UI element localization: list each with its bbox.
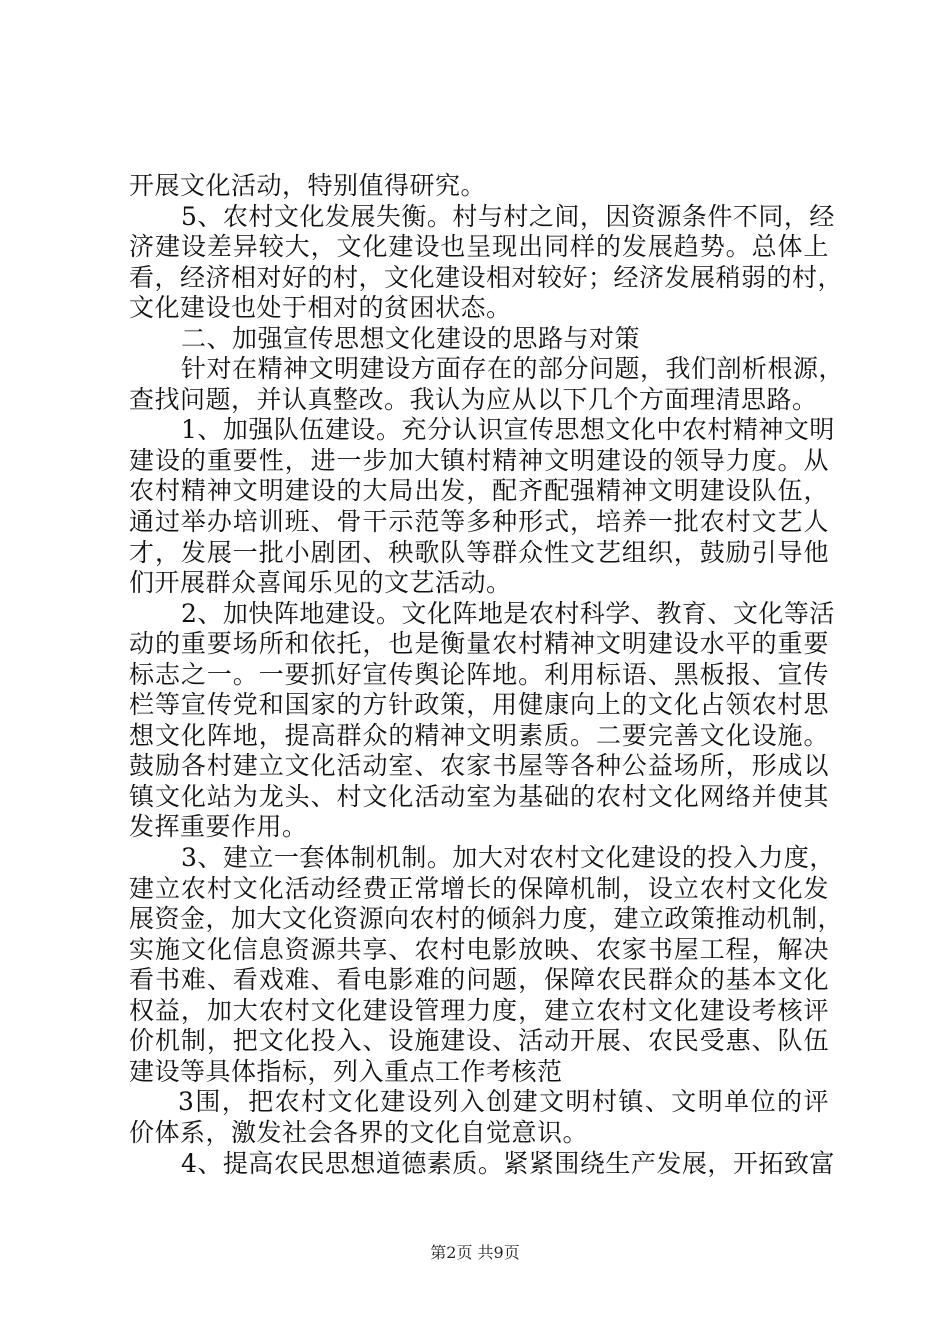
page-number-footer: 第2页 共9页 xyxy=(430,1243,520,1262)
text-line: 才，发展一批小剧团、秧歌队等群众性文艺组织，鼓励引导他 xyxy=(129,537,829,567)
text-line: 鼓励各村建立文化活动室、农家书屋等各种公益场所，形成以 xyxy=(129,751,829,781)
text-line: 农村精神文明建设的大局出发，配齐配强精神文明建设队伍， xyxy=(129,476,829,506)
text-line: 展资金，加大文化资源向农村的倾斜力度，建立政策推动机制， xyxy=(129,904,844,934)
text-line: 3、建立一套体制机制。加大对农村文化建设的投入力度， xyxy=(181,843,835,873)
text-line: 想文化阵地，提高群众的精神文明素质。二要完善文化设施。 xyxy=(129,720,829,750)
text-line: 3围，把农村文化建设列入创建文明村镇、文明单位的评 xyxy=(178,1087,829,1117)
text-line: 看，经济相对好的村，文化建设相对较好；经济发展稍弱的村， xyxy=(129,262,844,292)
text-line: 镇文化站为龙头、村文化活动室为基础的农村文化网络并使其 xyxy=(129,781,829,811)
text-line: 建设的重要性，进一步加大镇村精神文明建设的领导力度。从 xyxy=(129,445,829,475)
text-line: 通过举办培训班、骨干示范等多种形式，培养一批农村文艺人 xyxy=(129,507,829,537)
text-line: 价机制，把文化投入、设施建设、活动开展、农民受惠、队伍 xyxy=(129,1026,829,1056)
text-line: 4、提高农民思想道德素质。紧紧围绕生产发展，开拓致富 xyxy=(181,1148,835,1178)
text-line: 动的重要场所和依托，也是衡量农村精神文明建设水平的重要 xyxy=(129,629,829,659)
text-line: 实施文化信息资源共享、农村电影放映、农家书屋工程，解决 xyxy=(129,934,829,964)
text-line: 发挥重要作用。 xyxy=(129,812,308,842)
text-line: 针对在精神文明建设方面存在的部分问题，我们剖析根源， xyxy=(181,354,845,384)
text-line: 栏等宣传党和国家的方针政策，用健康向上的文化占领农村思 xyxy=(129,690,829,720)
section-heading: 二、加强宣传思想文化建设的思路与对策 xyxy=(181,323,641,353)
text-line: 们开展群众喜闻乐见的文艺活动。 xyxy=(129,568,512,598)
text-line: 标志之一。一要抓好宣传舆论阵地。利用标语、黑板报、宣传 xyxy=(129,659,829,689)
text-line: 建设等具体指标，列入重点工作考核范 xyxy=(129,1056,563,1086)
body-text xyxy=(129,171,845,1179)
text-line: 建立农村文化活动经费正常增长的保障机制，设立农村文化发 xyxy=(129,873,829,903)
text-line: 5、农村文化发展失衡。村与村之间，因资源条件不同，经 xyxy=(181,201,835,231)
text-line: 价体系，激发社会各界的文化自觉意识。 xyxy=(129,1117,589,1147)
text-line: 看书难、看戏难、看电影难的问题，保障农民群众的基本文化 xyxy=(129,965,829,995)
text-line: 权益，加大农村文化建设管理力度，建立农村文化建设考核评 xyxy=(129,995,829,1025)
text-line: 2、加快阵地建设。文化阵地是农村科学、教育、文化等活 xyxy=(181,598,835,628)
text-line: 济建设差异较大，文化建设也呈现出同样的发展趋势。总体上 xyxy=(129,232,829,262)
text-line: 开展文化活动，特别值得研究。 xyxy=(129,171,487,200)
text-line: 文化建设也处于相对的贫困状态。 xyxy=(129,293,512,323)
text-line: 1、加强队伍建设。充分认识宣传思想文化中农村精神文明 xyxy=(181,415,835,445)
text-line: 查找问题，并认真整改。我认为应从以下几个方面理清思路。 xyxy=(129,384,818,414)
